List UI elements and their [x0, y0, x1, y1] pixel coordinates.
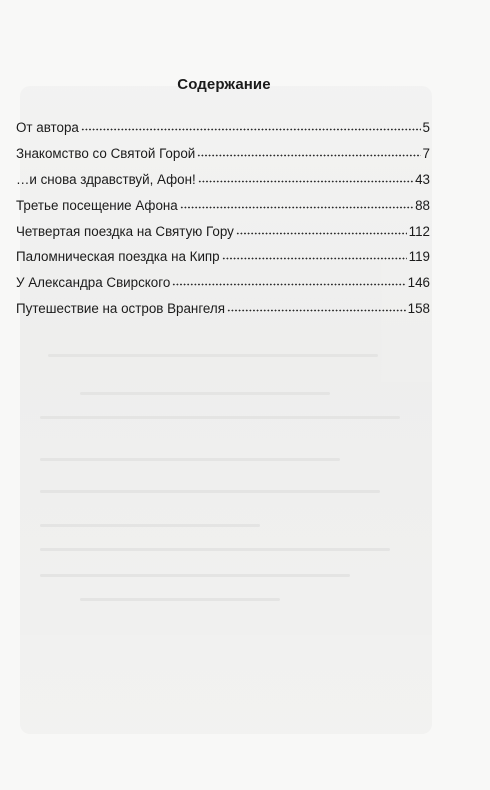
toc-entry-title: Путешествие на остров Врангеля	[16, 301, 225, 317]
toc-entry[interactable]	[16, 198, 430, 224]
toc-entry-page: 112	[408, 223, 430, 239]
toc-entry-title: Четвертая поездка на Святую Гору	[16, 223, 234, 239]
toc-entry-page: 5	[422, 120, 430, 135]
toc-entry-page: 146	[407, 275, 430, 291]
toc-entry[interactable]	[16, 120, 430, 146]
toc-entry[interactable]	[16, 275, 430, 301]
toc-entry-page: 88	[415, 197, 430, 213]
toc-entry-title: Паломническая поездка на Кипр	[16, 249, 220, 265]
toc-entry-page: 7	[422, 145, 430, 161]
toc-entry[interactable]	[16, 146, 430, 172]
toc-entry-title: От автора	[16, 120, 79, 135]
dot-leader	[172, 283, 405, 286]
toc-entry[interactable]	[16, 172, 430, 198]
toc-entry-title: Третье посещение Афона	[16, 197, 178, 213]
toc-entry[interactable]	[16, 249, 430, 275]
dot-leader	[81, 128, 421, 131]
toc-entry-page: 158	[407, 301, 430, 317]
toc-entry-title: Знакомство со Святой Горой	[16, 145, 196, 161]
table-of-contents-heading: Содержание	[177, 76, 271, 93]
dot-leader	[180, 206, 413, 209]
dot-leader	[236, 232, 407, 235]
dot-leader	[227, 309, 406, 312]
table-of-contents	[16, 120, 430, 327]
toc-entry-title: У Александра Свирского	[16, 275, 171, 291]
toc-entry[interactable]	[16, 224, 430, 250]
toc-entry-title: …и снова здравствуй, Афон!	[16, 171, 196, 187]
dot-leader	[197, 154, 420, 157]
dot-leader	[198, 180, 413, 183]
toc-entry-page: 119	[408, 249, 430, 265]
toc-entry[interactable]	[16, 301, 430, 327]
dot-leader	[222, 257, 407, 260]
toc-entry-page: 43	[415, 171, 430, 187]
